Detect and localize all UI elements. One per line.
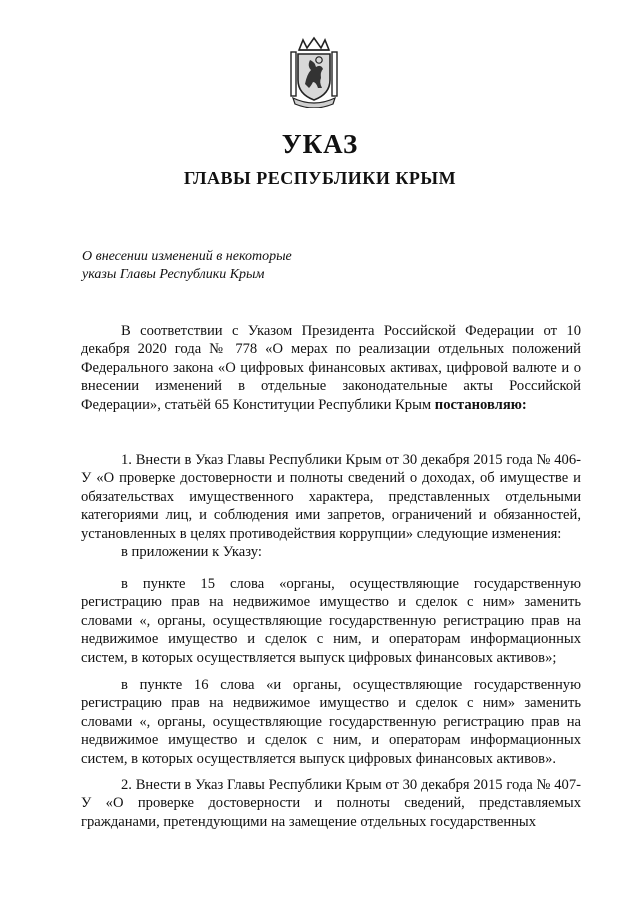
- paragraph-annex: [81, 543, 581, 561]
- paragraph-point-15: [81, 575, 581, 667]
- coat-of-arms-emblem: [285, 36, 343, 108]
- paragraph-preamble: [81, 322, 581, 414]
- annex-text: в приложении к Указу:: [121, 544, 262, 560]
- paragraph-point-16: [81, 676, 581, 768]
- subject-line-2: указы Главы Республики Крым: [82, 267, 265, 282]
- document-subtitle: ГЛАВЫ РЕСПУБЛИКИ КРЫМ: [183, 168, 457, 188]
- document-subject: [82, 248, 402, 284]
- point-15-text: в пункте 15 слова «органы, осуществляющие государственную регистрацию прав на недвижимое имущество и сделок с ним» заменить словами «, органы, осуществляющие государственную регистрацию прав на недвижимое имущество и сделок с ним, и операторам информационных систем, в которых осуществляется выпуск цифровых финансовых активов»;: [81, 576, 581, 666]
- document-title: УКАЗ: [281, 129, 359, 159]
- item-1-text: 1. Внести в Указ Главы Республики Крым от 30 декабря 2015 года № 406-У «О проверке достоверности и полноты сведений о доходах, об имуществе и обязательствах имущественного характера, представленных отдельными категориями лиц, и соблюдения ими запретов, ограничений и обязанностей, установленных в целях противодействия коррупции» следующие изменения:: [81, 452, 581, 542]
- point-16-text: в пункте 16 слова «и органы, осуществляющие государственную регистрацию прав на недвижимое имущество и сделок с ним» заменить словами «, органы, осуществляющие государственную регистрацию прав на недвижимое имущество и сделок с ним, и операторам информационных систем, в которых осуществляется выпуск цифровых финансовых активов».: [81, 677, 581, 767]
- preamble-bold: постановляю:: [434, 396, 527, 413]
- paragraph-item-1: [81, 451, 581, 543]
- preamble-text: В соответствии с Указом Президента Российской Федерации от 10 декабря 2020 года № 778 «О мерах по реализации отдельных положений Федерального закона «О цифровых финансовых активах, цифровой валюте и о внесении изменений в отдельные законодательные акты Российской Федерации», статьёй 65 Конституции Республики Крым: [81, 323, 581, 413]
- paragraph-item-2: [81, 776, 581, 831]
- subject-line-1: О внесении изменений в некоторые: [82, 249, 292, 264]
- item-2-text: 2. Внести в Указ Главы Республики Крым от 30 декабря 2015 года № 407-У «О проверке достоверности и полноты сведений, представляемых гражданами, претендующими на замещение отдельных государственных: [81, 777, 581, 830]
